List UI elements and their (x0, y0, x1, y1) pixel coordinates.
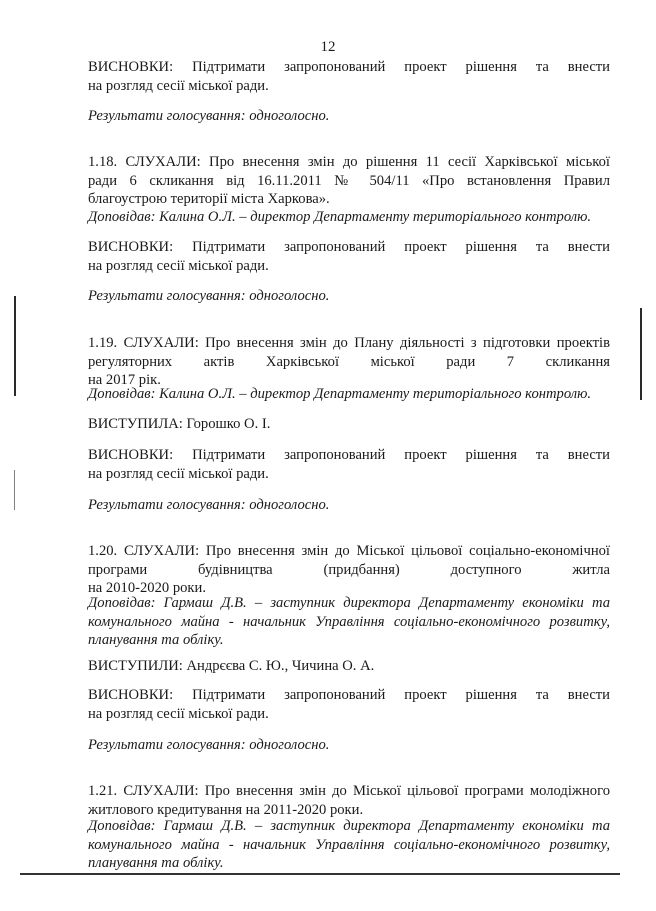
heard-line: ради 6 скликання від 16.11.2011 № 504/11 «Про встановлення Правил (88, 172, 610, 189)
reporter-line: планування та обліку. (88, 855, 224, 871)
heard-line: на 2017 рік. (88, 372, 161, 388)
voting-result-text: Результати голосування: одноголосно. (88, 288, 330, 304)
conclusion-line: на розгляд сесії міської ради. (88, 465, 269, 482)
reporter-line: Доповідав: Калина О.Л. – директор Департаменту територіального контролю. (88, 386, 592, 402)
item-1-20-heard (88, 542, 610, 598)
scan-margin-mark (14, 296, 16, 396)
item-1-21-heard (88, 782, 610, 819)
reporter-line: Доповідав: Гармаш Д.В. – заступник директора Департаменту економіки та (88, 595, 610, 611)
heard-line: на 2010-2020 роки. (88, 580, 206, 596)
reporter-line: Доповідав: Гармаш Д.В. – заступник директора Департаменту економіки та (88, 818, 610, 834)
item-1-18-reporter (88, 208, 610, 227)
scan-bottom-edge (20, 873, 620, 875)
heard-line: програми будівництва (придбання) доступного житла (88, 561, 610, 578)
item-1-18-result (88, 287, 610, 306)
conclusion-line: ВИСНОВКИ: Підтримати запропонований проект рішення та внести (88, 687, 610, 703)
item-1-21-reporter (88, 817, 610, 873)
voting-result-text: Результати голосування: одноголосно. (88, 497, 330, 513)
item-1-19-conclusion (88, 446, 610, 483)
scan-margin-mark (14, 470, 15, 510)
item-1-18-heard (88, 153, 610, 209)
reporter-line: Доповідав: Калина О.Л. – директор Департаменту територіального контролю. (88, 209, 592, 225)
conclusion-line: ВИСНОВКИ: Підтримати запропонований проект рішення та внести (88, 447, 610, 463)
heard-line: житлового кредитування на 2011-2020 роки. (88, 801, 364, 818)
voting-result-top (88, 107, 610, 126)
item-1-20-result (88, 736, 610, 755)
spoke-line: ВИСТУПИЛИ: Андрєєва С. Ю., Чичина О. А. (88, 658, 375, 674)
item-1-20-conclusion (88, 686, 610, 723)
conclusion-line: на розгляд сесії міської ради. (88, 705, 269, 722)
page-number: 12 (320, 39, 336, 55)
heard-line: регуляторних актів Харківської міської ради 7 скликання (88, 353, 610, 370)
heard-line: 1.20. СЛУХАЛИ: Про внесення змін до Міської цільової соціально-економічної (88, 543, 610, 559)
conclusion-line: на розгляд сесії міської ради. (88, 77, 269, 94)
reporter-line: планування та обліку. (88, 632, 224, 648)
item-1-19-result (88, 496, 610, 515)
item-1-20-reporter (88, 594, 610, 650)
item-1-19-heard (88, 334, 610, 390)
item-1-18-conclusion (88, 238, 610, 275)
reporter-line: комунального майна - начальник Управління соціально-економічного розвитку, (88, 613, 610, 630)
spoke-line: ВИСТУПИЛА: Горошко О. І. (88, 416, 271, 432)
scan-margin-mark (640, 308, 642, 400)
conclusion-line: на розгляд сесії міської ради. (88, 257, 269, 274)
item-1-19-spoke (88, 415, 610, 434)
voting-result-text: Результати голосування: одноголосно. (88, 737, 330, 753)
heard-line: 1.18. СЛУХАЛИ: Про внесення змін до рішення 11 сесії Харківської міської (88, 154, 610, 170)
reporter-line: комунального майна - начальник Управління соціально-економічного розвитку, (88, 836, 610, 853)
conclusion-top (88, 58, 610, 95)
voting-result-text: Результати голосування: одноголосно. (88, 108, 330, 124)
item-1-19-reporter (88, 385, 610, 404)
heard-line: благоустрою території міста Харкова». (88, 191, 330, 207)
conclusion-line: ВИСНОВКИ: Підтримати запропонований проект рішення та внести (88, 239, 610, 255)
conclusion-line: ВИСНОВКИ: Підтримати запропонований проект рішення та внести (88, 59, 610, 75)
heard-line: 1.21. СЛУХАЛИ: Про внесення змін до Міської цільової програми молодіжного (88, 783, 610, 799)
heard-line: 1.19. СЛУХАЛИ: Про внесення змін до Плану діяльності з підготовки проектів (88, 335, 610, 351)
item-1-20-spoke (88, 657, 610, 676)
